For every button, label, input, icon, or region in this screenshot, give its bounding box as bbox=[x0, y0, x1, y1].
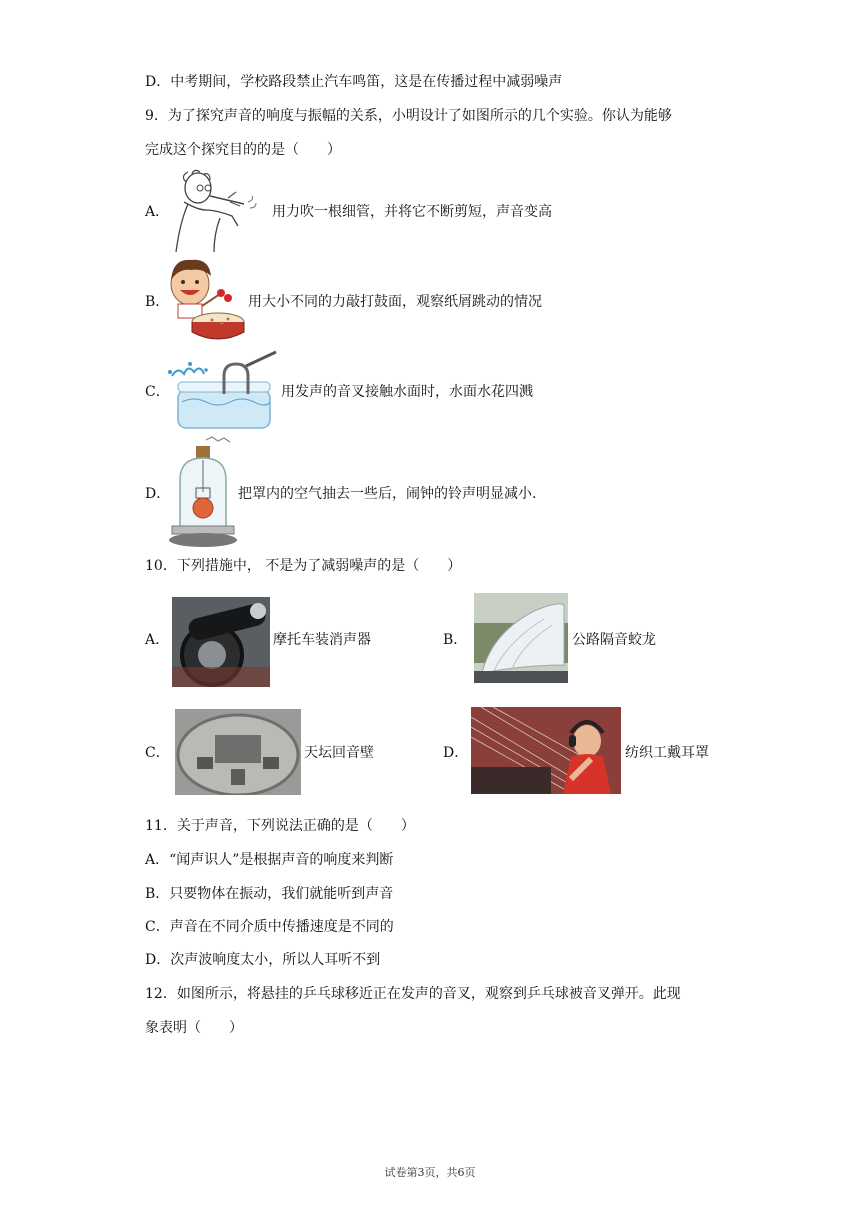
q9-option-b-text: 用大小不同的力敲打鼓面，观察纸屑跳动的情况 bbox=[248, 294, 542, 310]
q9-option-a-text: 用力吹一根细管，并将它不断剪短，声音变高 bbox=[272, 204, 552, 220]
q9-stem-line2: 完成这个探究目的的是（ ） bbox=[145, 142, 341, 158]
q11-option-a: A．“闻声识人”是根据声音的响度来判断 bbox=[145, 852, 394, 868]
q11-stem: 11．关于声音，下列说法正确的是（ ） bbox=[145, 818, 415, 834]
tuning-fork-water-icon bbox=[166, 350, 280, 432]
q10-option-d-text: 纺织工戴耳罩 bbox=[625, 745, 709, 761]
q9-option-c-letter: C． bbox=[145, 384, 170, 400]
textile-worker-earmuffs-photo bbox=[471, 707, 621, 794]
q9-option-d-letter: D． bbox=[145, 486, 171, 502]
q10-option-b-text: 公路隔音蛟龙 bbox=[572, 632, 656, 648]
q11-option-b: B．只要物体在振动，我们就能听到声音 bbox=[145, 886, 394, 902]
temple-of-heaven-echo-wall-photo bbox=[175, 709, 301, 795]
q10-option-a-text: 摩托车装消声器 bbox=[273, 632, 371, 648]
bell-jar-alarm-clock-icon bbox=[166, 436, 238, 552]
q9-option-b-letter: B． bbox=[145, 294, 170, 310]
page-footer: 试卷第3页，共6页 bbox=[384, 1166, 476, 1179]
q10-stem: 10．下列措施中， 不是为了减弱噪声的是（ ） bbox=[145, 558, 462, 574]
q10-option-d-letter: D． bbox=[443, 745, 469, 761]
q10-option-a-letter: A． bbox=[145, 632, 170, 648]
motorcycle-muffler-photo bbox=[172, 597, 270, 687]
q9-option-c-text: 用发声的音叉接触水面时，水面水花四溅 bbox=[281, 384, 533, 400]
q10-option-c-text: 天坛回音壁 bbox=[304, 745, 374, 761]
q8-option-d: D．中考期间，学校路段禁止汽车鸣笛，这是在传播过程中减弱噪声 bbox=[145, 74, 563, 90]
q10-option-b-letter: B． bbox=[443, 632, 468, 648]
q12-stem-line2: 象表明（ ） bbox=[145, 1020, 243, 1036]
q11-option-d: D．次声波响度太小，所以人耳听不到 bbox=[145, 952, 381, 968]
boy-drumming-icon bbox=[166, 256, 246, 346]
q9-stem-line1: 9．为了探究声音的响度与振幅的关系，小明设计了如图所示的几个实验。你认为能够 bbox=[145, 108, 672, 124]
highway-sound-barrier-photo bbox=[474, 593, 568, 683]
q10-option-c-letter: C． bbox=[145, 745, 170, 761]
q9-option-d-text: 把罩内的空气抽去一些后，闹钟的铃声明显减小. bbox=[238, 486, 537, 502]
q12-stem-line1: 12．如图所示，将悬挂的乒乓球移近正在发声的音叉，观察到乒乓球被音叉弹开。此现 bbox=[145, 986, 681, 1002]
person-blowing-straw-icon bbox=[166, 168, 272, 252]
q11-option-c: C．声音在不同介质中传播速度是不同的 bbox=[145, 919, 394, 935]
q9-option-a-letter: A． bbox=[145, 204, 170, 220]
